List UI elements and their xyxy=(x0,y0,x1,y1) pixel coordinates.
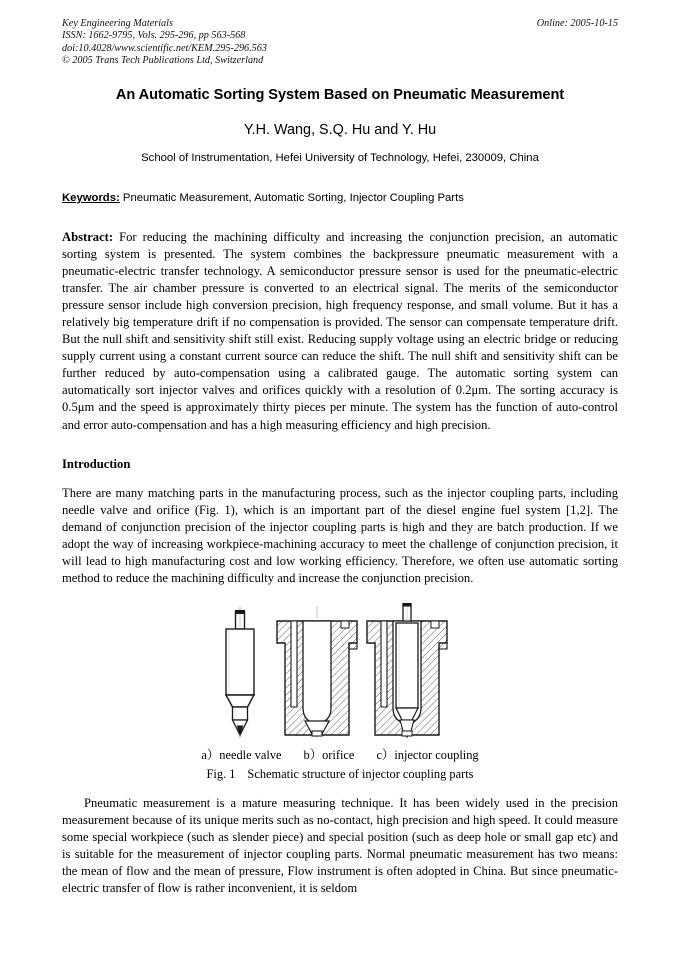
figure-caption-number: Fig. 1 xyxy=(206,766,236,781)
figure-1 xyxy=(62,603,618,783)
intro-paragraph-1: There are many matching parts in the manufacturing process, such as the injector coupling parts, including needle valve and orifice (Fig. 1), which is an important part of the diesel engine fuel system [1,2]. The demand of conjunction precision of the injector coupling parts is high and they are batch production. If we adopt the way of increasing workpiece-machining accuracy to meet the challenge of conjunction precision, it will lead to high manufacturing cost and low working efficiency. Therefore, we often use automatic sorting method to reduce the machining difficulty and increase the conjunction precision. xyxy=(62,485,618,585)
intro-paragraph-2: Pneumatic measurement is a mature measuring technique. It has been widely used in the precision measurement because of its unique merits such as no-contact, high precision and high speed. It could measure some special workpiece (such as slender piece) and special position (such as deep hole or small gap etc) and is suitable for the measurement of injector coupling parts. Normal pneumatic measurement has two means: the mean of flow and the mean of pressure, Flow instrument is often adopted in China. But since pneumatic-electric transfer of flow is rather inconvenient, it is seldom xyxy=(62,795,618,896)
figure-sublabels xyxy=(62,747,618,764)
figure-caption xyxy=(62,766,618,783)
page-content-column xyxy=(62,18,618,897)
affiliation: School of Instrumentation, Hefei University of Technology, Hefei, 230009, China xyxy=(141,152,539,164)
author-list: Y.H. Wang, S.Q. Hu and Y. Hu xyxy=(243,122,437,138)
keywords-line xyxy=(62,191,618,206)
page-title: An Automatic Sorting System Based on Pneumatic Measurement xyxy=(115,87,565,103)
issn-volume-pages: ISSN: 1662-9795, Vols. 295-296, pp 563-568 xyxy=(62,30,246,42)
figure-sublabel-b: b）orifice xyxy=(303,747,355,762)
copyright-line: © 2005 Trans Tech Publications Ltd, Switzerland xyxy=(62,55,264,67)
doi-line: doi:10.4028/www.scientific.net/KEM.295-296.563 xyxy=(62,42,267,54)
journal-name: Key Engineering Materials xyxy=(62,18,173,29)
figure-caption-text: Schematic structure of injector coupling parts xyxy=(247,766,474,781)
figure-1-drawing xyxy=(215,603,465,743)
abstract-label: Abstract: xyxy=(62,230,114,244)
orifice-part xyxy=(277,606,357,739)
figure-sublabel-a: a）needle valve xyxy=(201,747,282,762)
needle-valve-part xyxy=(226,606,254,739)
injector-coupling-part xyxy=(367,603,447,739)
section-heading-introduction: Introduction xyxy=(62,456,131,471)
masthead xyxy=(62,18,618,74)
masthead-left xyxy=(62,18,462,68)
keywords-label: Keywords: xyxy=(62,192,120,204)
online-date: Online: 2005-10-15 xyxy=(536,18,618,29)
keywords-value: Pneumatic Measurement, Automatic Sorting, Injector Coupling Parts xyxy=(122,192,464,204)
abstract-paragraph xyxy=(62,229,618,434)
abstract-text: For reducing the machining difficulty and increasing the conjunction precision, an automatic sorting system is presented. The system combines the backpressure pneumatic measurement with a pneumatic-electric transfer technology. A semiconductor pressure sensor is used for the pneumatic-electric transfer. The air chamber pressure is converted to an electrical signal. The merits of the semiconductor pressure sensor include high conversion precision, high frequency response, and small volume. But it has a relatively big temperature drift if no compensation is provided. The sensor can compensate temperature drift. But the null shift and sensitivity shift still exist. Reducing supply voltage using an electric bridge or reducing supply current using a constant current source can reduce the shift. The null shift and sensitivity shift can be further reduced by auto-compensation using a calibrated gauge. The automatic sorting system can automatically sort injector valves and orifices quickly with a resolution of 0.2μm. The sorting accuracy is 0.5μm and the speed is approximately thirty pieces per minute. The system has the function of auto-control and error auto-compensation and has a high measuring efficiency and high precision. xyxy=(62,230,618,432)
figure-sublabel-c: c）injector coupling xyxy=(376,747,479,762)
masthead-right xyxy=(537,18,618,30)
